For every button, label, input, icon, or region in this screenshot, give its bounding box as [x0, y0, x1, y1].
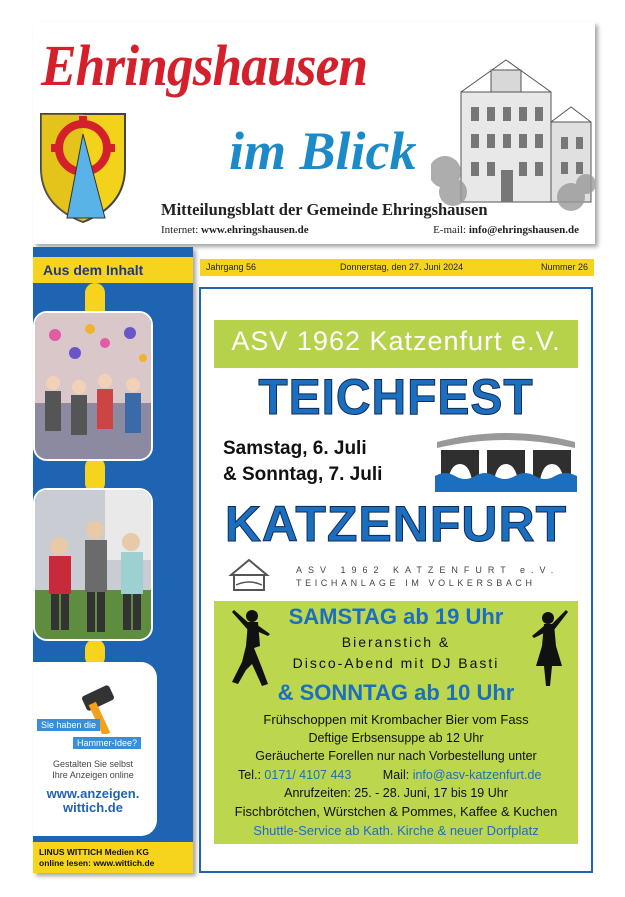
website-link[interactable]: www.ehringshausen.de [201, 224, 309, 236]
ad-question-1: Sie haben die [37, 719, 100, 731]
ad-text-line: Ihre Anzeigen online [52, 770, 134, 780]
publisher-online: online lesen: www.wittich.de [39, 858, 155, 868]
event-date-1: Samstag, 6. Juli [223, 438, 367, 459]
coat-of-arms-icon [35, 106, 131, 226]
town-hall-illustration [431, 52, 595, 214]
mail-address[interactable]: info@asv-katzenfurt.de [412, 768, 542, 782]
ad-text [37, 759, 149, 781]
internet-info [161, 224, 309, 236]
ad-url-link[interactable] [37, 787, 149, 815]
saturday-line-1: Bieranstich & [341, 634, 451, 650]
event-date-2: & Sonntag, 7. Juli [223, 464, 383, 485]
club-name: ASV 1962 Katzenfurt e.V. [231, 326, 561, 356]
club-address-line-2: TEICHANLAGE IM VOLKERSBACH [296, 578, 536, 588]
email-info [433, 224, 579, 236]
phone-label: Tel.: [238, 768, 261, 782]
club-logo-icon [228, 557, 270, 593]
sunday-line-3: Geräucherte Forellen nur nach Vorbestellung unter [255, 749, 537, 763]
issue-number: Nummer 26 [540, 262, 588, 272]
event-title: TEICHFEST [258, 369, 534, 425]
sunday-heading: & SONNTAG ab 10 Uhr [277, 680, 515, 705]
ad-url-line: www.anzeigen. [46, 786, 140, 801]
food-offer: Fischbrötchen, Würstchen & Pommes, Kaffee & Kuchen [234, 804, 558, 819]
mail-label: Mail: [382, 768, 410, 782]
sidebar [33, 247, 193, 873]
publisher-name: LINUS WITTICH Medien KG [39, 847, 150, 857]
publication-subtitle: Mitteilungsblatt der Gemeinde Ehringshausen [161, 200, 488, 219]
saturday-heading: SAMSTAG ab 19 Uhr [288, 604, 504, 629]
newspaper-title: Ehringshausen [41, 33, 368, 98]
masthead [33, 22, 595, 244]
email-label: E-mail: [433, 224, 467, 236]
issue-date: Donnerstag, den 27. Juni 2024 [340, 262, 464, 272]
club-address-line-1: ASV 1962 KATZENFURT e.V. [296, 565, 560, 575]
ad-text-line: Gestalten Sie selbst [52, 759, 134, 769]
volume-label: Jahrgang 56 [206, 262, 257, 272]
group-photo[interactable] [33, 488, 153, 641]
publisher-footer [33, 842, 193, 873]
contact-row [238, 768, 541, 782]
sunday-line-2: Deftige Erbsensuppe ab 12 Uhr [308, 731, 484, 745]
ad-url-line: wittich.de [63, 800, 123, 815]
shuttle-info: Shuttle-Service ab Kath. Kirche & neuer Dorfplatz [253, 823, 539, 838]
ad-question-2: Hammer-Idee? [73, 737, 141, 749]
sidebar-heading-label: Aus dem Inhalt [43, 262, 144, 278]
sidebar-heading [33, 257, 193, 283]
bridge-icon [435, 428, 577, 492]
event-place: KATZENFURT [224, 496, 568, 552]
email-link[interactable]: info@ehringshausen.de [468, 224, 579, 236]
call-times: Anrufzeiten: 25. - 28. Juni, 17 bis 19 Uhr [284, 786, 508, 800]
newspaper-subtitle: im Blick [229, 121, 417, 181]
issue-info-bar [200, 259, 594, 276]
saturday-line-2: Disco-Abend mit DJ Basti [292, 655, 500, 671]
phone-number[interactable]: 0171/ 4107 443 [264, 768, 352, 782]
internet-label: Internet: [161, 224, 199, 236]
sunday-line-1: Frühschoppen mit Krombacher Bier vom Fass [263, 712, 529, 727]
children-photo[interactable] [33, 311, 153, 461]
